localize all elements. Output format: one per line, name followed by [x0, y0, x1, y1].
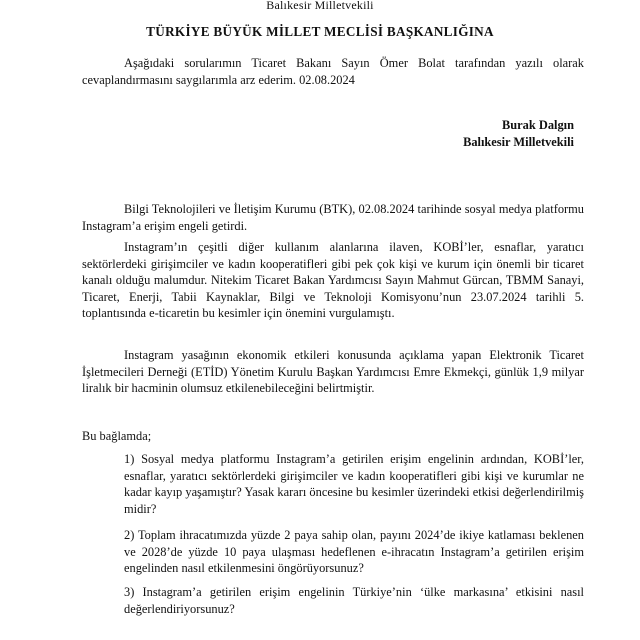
- question-1: 1) Sosyal medya platformu Instagram’a getirilen erişim engelinin ardından, KOBİ’ler, esnaflar, yaratıcı sektörlerdeki girişimciler ve kadın kooperatifleri gibi kişi ve kurumlar ne kadar kayıp yaşamıştır? Yasak kararı öncesine bu kesimler üzerindeki etkisi değerlendirilmiş midir?: [124, 452, 584, 516]
- intro-text: Aşağıdaki sorularımın Ticaret Bakanı Sayın Ömer Bolat tarafından yazılı olarak cevaplandırmasını saygılarımla arz ederim. 02.08.2024: [82, 56, 584, 87]
- header-top-label: Balıkesir Milletvekili: [266, 0, 374, 12]
- body-paragraph-3: Instagram yasağının ekonomik etkileri konusunda açıklama yapan Elektronik Ticaret İşletmecileri Derneği (ETİD) Yönetim Kurulu Başkan Yardımcısı Emre Ekmekçi, günlük 1,9 milyar liralık bir hacminin olumsuz etkilenebileceğini belirtmiştir.: [82, 348, 584, 396]
- body-paragraph-1: Bilgi Teknolojileri ve İletişim Kurumu (BTK), 02.08.2024 tarihinde sosyal medya platformu Instagram’a erişim engeli getirdi.: [82, 202, 584, 233]
- signature-name: Burak Dalgın: [502, 118, 574, 132]
- intro-paragraph: [82, 55, 584, 88]
- question-3: 3) Instagram’a getirilen erişim engelinin Türkiye’nin ‘ülke markasına’ etkisini nasıl değerlendiriyorsunuz?: [124, 585, 584, 616]
- document-title: TÜRKİYE BÜYÜK MİLLET MECLİSİ BAŞKANLIĞINA: [146, 24, 494, 39]
- lead-in: Bu bağlamda;: [82, 429, 152, 443]
- signature-block: [463, 117, 574, 151]
- signature-role: Balıkesir Milletvekili: [463, 135, 574, 149]
- body-paragraph-2: Instagram’ın çeşitli diğer kullanım alanlarına ilaven, KOBİ’ler, esnaflar, yaratıcı sektörlerdeki girişimciler ve kadın kooperatifleri gibi pek çok kişi ve kurum için önemli bir ticaret kanalı olduğu malumdur. Nitekim Ticaret Bakan Yardımcısı Sayın Mahmut Gürcan, TBMM Sanayi, Ticaret, Enerji, Tabii Kaynaklar, Bilgi ve Teknoloji Komisyonu’nun 23.07.2024 tarihli 5. toplantısında e-ticaretin bu kesimler için önemini vurgulamıştı.: [82, 240, 584, 321]
- question-2: 2) Toplam ihracatımızda yüzde 2 paya sahip olan, payını 2024’de ikiye katlaması beklenen ve 2028’de yüzde 10 paya ulaşması hedeflenen e-ihracatın Instagram’a getirilen erişim engelinden nasıl etkilenmesini öngörüyorsunuz?: [124, 528, 584, 576]
